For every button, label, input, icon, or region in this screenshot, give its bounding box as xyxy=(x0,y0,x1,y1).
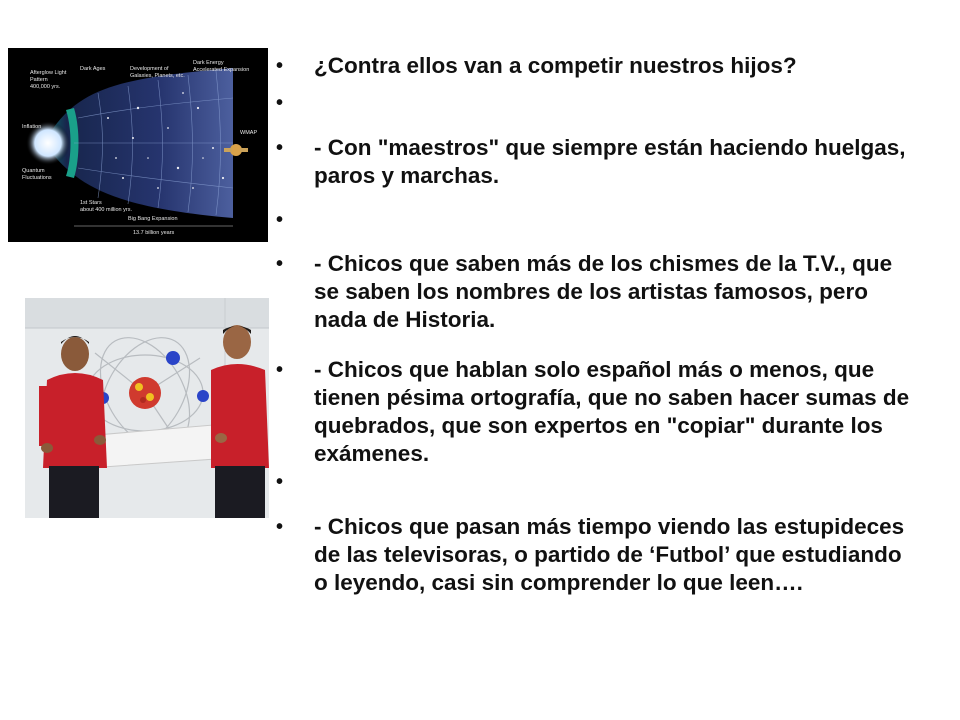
label-quantum-2: Fluctuations xyxy=(22,175,52,181)
bullet-item xyxy=(276,513,916,597)
label-development-2: Galaxies, Planets, etc. xyxy=(130,73,185,79)
bullet-dot-icon: • xyxy=(276,516,284,538)
bullet-dot-icon: • xyxy=(276,471,284,493)
bullet-dot-icon: • xyxy=(276,137,284,159)
label-quantum-1: Quantum xyxy=(22,168,45,174)
bullet-dot-icon: • xyxy=(276,92,284,114)
bullet-dot-icon: • xyxy=(276,253,284,275)
bullet-item xyxy=(276,134,916,190)
bullet-item-empty xyxy=(276,468,916,496)
label-development-1: Development of xyxy=(130,66,169,72)
bullet-dot-icon: • xyxy=(276,55,284,77)
label-wmap: WMAP xyxy=(240,130,258,136)
bullet-text: ¿Contra ellos van a competir nuestros hijos? xyxy=(314,53,797,78)
universe-timeline-image xyxy=(8,48,268,242)
bullet-item xyxy=(276,250,916,334)
bullet-dot-icon: • xyxy=(276,209,284,231)
bullet-list xyxy=(276,52,916,597)
bullet-item xyxy=(276,52,916,80)
label-afterglow-2: Pattern xyxy=(30,77,48,83)
label-dark-energy-1: Dark Energy xyxy=(193,60,224,66)
bullet-item-empty xyxy=(276,206,916,234)
label-first-stars-2: about 400 million yrs. xyxy=(80,207,132,213)
bullet-text: - Chicos que hablan solo español más o menos, que tienen pésima ortografía, que no saben hacer sumas de quebrados, que son expertos en "copiar" durante los exámenes. xyxy=(314,357,910,466)
label-first-stars-1: 1st Stars xyxy=(80,200,102,206)
label-big-bang: Big Bang Expansion xyxy=(128,216,178,222)
bullet-text: - Chicos que saben más de los chismes de la T.V., que se saben los nombres de los artistas famosos, pero nada de Historia. xyxy=(314,251,893,332)
bullet-text: - Chicos que pasan más tiempo viendo las estupideces de las televisoras, o partido de ‘Futbol’ que estudiando o leyendo, casi sin comprender lo que leen…. xyxy=(314,514,905,595)
bullet-dot-icon: • xyxy=(276,359,284,381)
label-dark-energy-2: Accelerated Expansion xyxy=(193,67,250,73)
label-dark-ages: Dark Ages xyxy=(80,66,106,72)
label-age: 13.7 billion years xyxy=(133,230,175,236)
bullet-item xyxy=(276,356,916,468)
label-afterglow-3: 400,000 yrs. xyxy=(30,84,61,90)
bullet-item-empty xyxy=(276,89,916,117)
label-inflation: Inflation xyxy=(22,124,42,130)
label-afterglow-1: Afterglow Light xyxy=(30,70,67,76)
bullet-text: - Con "maestros" que siempre están haciendo huelgas, paros y marchas. xyxy=(314,135,906,188)
students-atom-model-photo xyxy=(25,298,269,518)
